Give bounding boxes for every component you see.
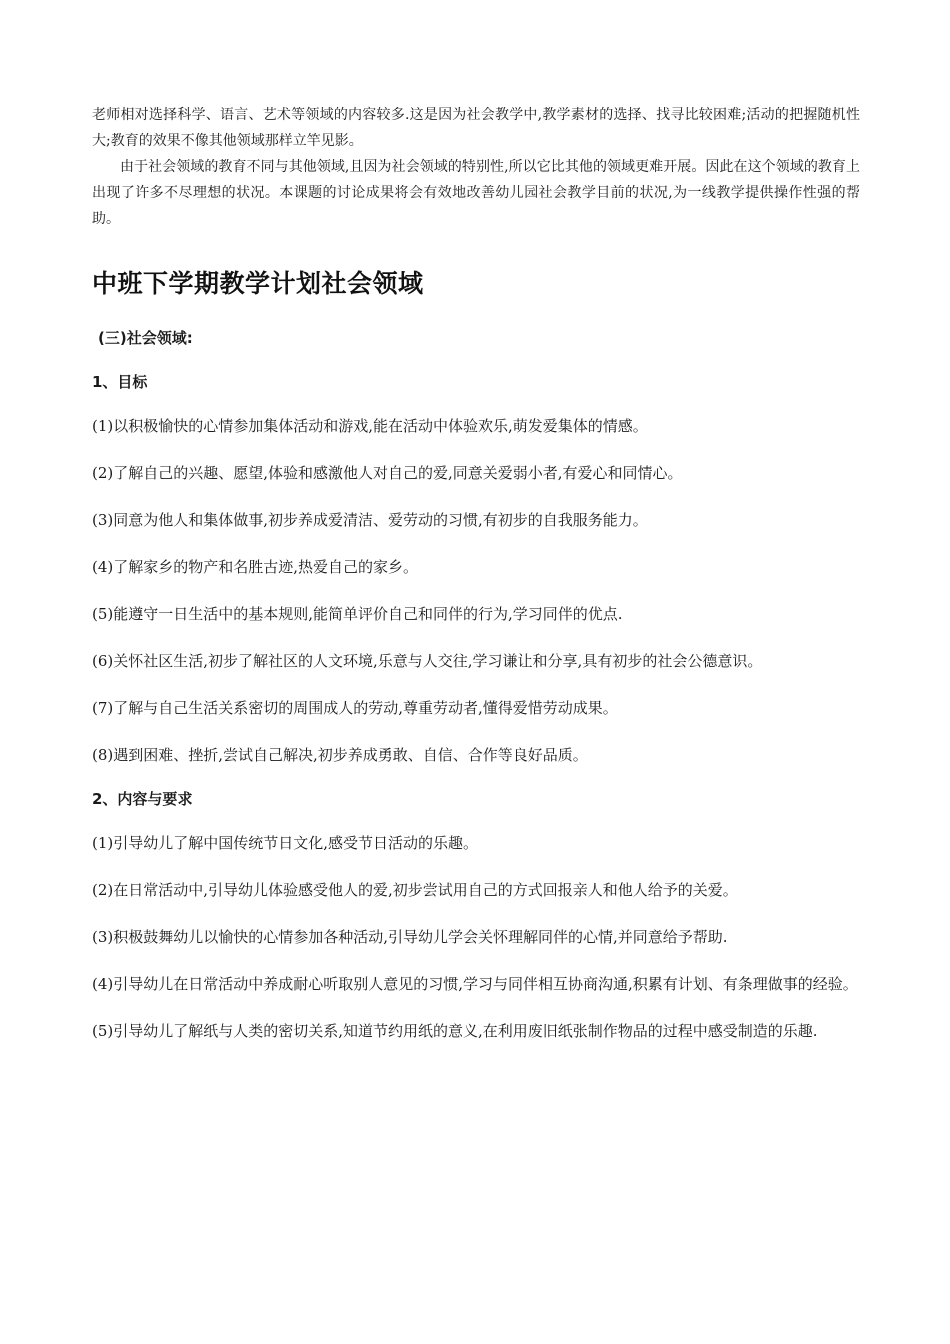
goal-item-4: (4)了解家乡的物产和名胜古迹,热爱自己的家乡。	[92, 558, 419, 576]
content-item-3: (3)积极鼓舞幼儿以愉快的心情参加各种活动,引导幼儿学会关怀理解同伴的心情,并同意给予帮助.	[92, 928, 728, 946]
intro-paragraph-2: 由于社会领域的教育不同与其他领域,且因为社会领域的特别性,所以它比其他的领域更难开展。因此在这个领域的教育上出现了许多不尽理想的状况。本课题的讨论成果将会有效地改善幼儿园社会教学目前的状况,为一线教学提供操作性强的帮助。	[92, 159, 860, 227]
goal-item-7: (7)了解与自己生活关系密切的周围成人的劳动,尊重劳动者,懂得爱惜劳动成果。	[92, 699, 618, 717]
content-item-4: (4)引导幼儿在日常活动中养成耐心听取别人意见的习惯,学习与同伴相互协商沟通,积累有计划、有条理做事的经验。	[92, 975, 858, 993]
section-heading: (三)社会领域:	[98, 329, 193, 347]
content-item-2: (2)在日常活动中,引导幼儿体验感受他人的爱,初步尝试用自己的方式回报亲人和他人给予的关爱。	[92, 881, 738, 899]
goal-item-1: (1)以积极愉快的心情参加集体活动和游戏,能在活动中体验欢乐,萌发爱集体的情感。	[92, 417, 648, 435]
content-item-5: (5)引导幼儿了解纸与人类的密切关系,知道节约用纸的意义,在利用废旧纸张制作物品的过程中感受制造的乐趣.	[92, 1022, 818, 1040]
document-page	[92, 102, 860, 1043]
goals-heading: 1、目标	[92, 373, 148, 391]
goal-item-6: (6)关怀社区生活,初步了解社区的人文环境,乐意与人交往,学习谦让和分享,具有初步的社会公德意识。	[92, 652, 763, 670]
intro-paragraph-1: 老师相对选择科学、语言、艺术等领域的内容较多.这是因为社会教学中,教学素材的选择、找寻比较困难;活动的把握随机性大;教育的效果不像其他领域那样立竿见影。	[92, 107, 860, 149]
goal-item-2: (2)了解自己的兴趣、愿望,体验和感激他人对自己的爱,同意关爱弱小者,有爱心和同情心。	[92, 464, 683, 482]
goal-item-8: (8)遇到困难、挫折,尝试自己解决,初步养成勇敢、自信、合作等良好品质。	[92, 746, 588, 764]
content-heading: 2、内容与要求	[92, 790, 193, 808]
goal-item-3: (3)同意为他人和集体做事,初步养成爱清洁、爱劳动的习惯,有初步的自我服务能力。	[92, 511, 648, 529]
content-item-1: (1)引导幼儿了解中国传统节日文化,感受节日活动的乐趣。	[92, 834, 479, 852]
intro-section	[92, 102, 860, 232]
goal-item-5: (5)能遵守一日生活中的基本规则,能简单评价自己和同伴的行为,学习同伴的优点.	[92, 605, 623, 623]
page-title: 中班下学期教学计划社会领域	[92, 269, 424, 298]
